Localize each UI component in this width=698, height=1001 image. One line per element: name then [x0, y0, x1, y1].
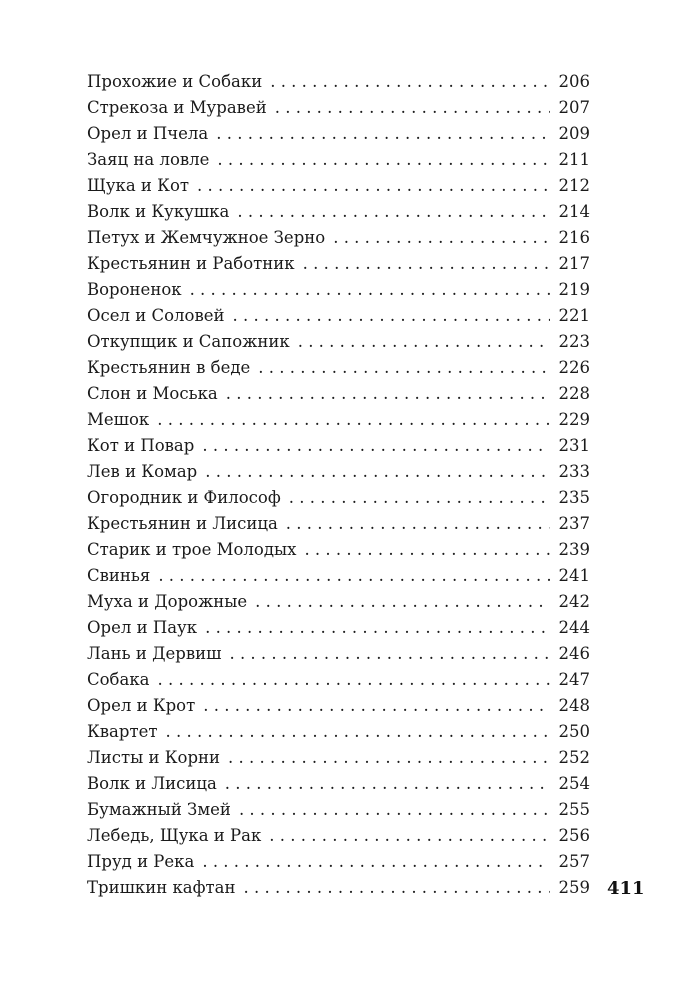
toc-entry	[87, 225, 590, 251]
dot-leader	[298, 329, 550, 355]
toc-entry-title: Откупщик и Сапожник	[87, 332, 290, 351]
dot-leader	[303, 251, 550, 277]
toc-entry	[87, 823, 590, 849]
dot-leader	[205, 459, 550, 485]
toc-entry	[87, 355, 590, 381]
toc-entry-page: 259	[558, 878, 590, 897]
toc-entry	[87, 277, 590, 303]
toc-entry	[87, 875, 590, 901]
toc-entry-page: 244	[558, 618, 590, 637]
dot-leader	[197, 173, 550, 199]
dot-leader	[237, 199, 550, 225]
dot-leader	[270, 69, 550, 95]
toc-entry-page: 235	[558, 488, 590, 507]
toc-entry-page: 239	[558, 540, 590, 559]
toc-entry-title: Волк и Кукушка	[87, 202, 230, 221]
toc-entry-title: Муха и Дорожные	[87, 592, 248, 611]
toc-entry	[87, 433, 590, 459]
toc-entry-title: Лебедь, Щука и Рак	[87, 826, 262, 845]
toc-entry-title: Щука и Кот	[87, 176, 190, 195]
dot-leader	[225, 771, 550, 797]
toc-entry	[87, 407, 590, 433]
toc-entry-page: 209	[558, 124, 590, 143]
toc-entry-page: 223	[558, 332, 590, 351]
toc-entry	[87, 485, 590, 511]
toc-entry	[87, 719, 590, 745]
toc-entry-page: 248	[558, 696, 590, 715]
toc-entry-page: 216	[558, 228, 590, 247]
toc-entry-title: Петух и Жемчужное Зерно	[87, 228, 326, 247]
dot-leader	[217, 147, 550, 173]
toc-entry	[87, 329, 590, 355]
dot-leader	[157, 407, 550, 433]
dot-leader	[304, 537, 550, 563]
dot-leader	[190, 277, 550, 303]
dot-leader	[269, 823, 550, 849]
toc-entry	[87, 459, 590, 485]
toc-entry-page: 257	[558, 852, 590, 871]
dot-leader	[205, 615, 550, 641]
dot-leader	[203, 693, 550, 719]
toc-entry-page: 231	[558, 436, 590, 455]
toc-entry	[87, 849, 590, 875]
toc-entry-page: 206	[558, 72, 590, 91]
toc-entry-page: 247	[558, 670, 590, 689]
toc-entry-page: 226	[558, 358, 590, 377]
page-number: 411	[607, 878, 645, 899]
toc-entry	[87, 199, 590, 225]
table-of-contents	[87, 69, 590, 901]
toc-entry-page: 214	[558, 202, 590, 221]
toc-entry-title: Крестьянин и Работник	[87, 254, 295, 273]
toc-entry-page: 246	[558, 644, 590, 663]
toc-entry-title: Кот и Повар	[87, 436, 195, 455]
toc-entry	[87, 771, 590, 797]
toc-entry-page: 219	[558, 280, 590, 299]
dot-leader	[202, 849, 550, 875]
dot-leader	[228, 745, 550, 771]
toc-entry-title: Волк и Лисица	[87, 774, 217, 793]
toc-entry-page: 221	[558, 306, 590, 325]
toc-entry	[87, 95, 590, 121]
toc-entry-title: Крестьянин в беде	[87, 358, 251, 377]
toc-entry	[87, 563, 590, 589]
toc-entry	[87, 69, 590, 95]
toc-entry-title: Мешок	[87, 410, 150, 429]
dot-leader	[275, 95, 550, 121]
toc-entry	[87, 589, 590, 615]
toc-entry	[87, 511, 590, 537]
toc-entry-title: Стрекоза и Муравей	[87, 98, 267, 117]
toc-entry-title: Квартет	[87, 722, 158, 741]
toc-entry-title: Тришкин кафтан	[87, 878, 236, 897]
dot-leader	[286, 511, 550, 537]
toc-entry-title: Лань и Дервиш	[87, 644, 222, 663]
dot-leader	[258, 355, 550, 381]
dot-leader	[165, 719, 550, 745]
toc-entry-page: 212	[558, 176, 590, 195]
toc-entry-page: 242	[558, 592, 590, 611]
toc-entry-page: 241	[558, 566, 590, 585]
toc-entry-title: Бумажный Змей	[87, 800, 231, 819]
toc-entry	[87, 147, 590, 173]
toc-entry-page: 207	[558, 98, 590, 117]
toc-entry-title: Листы и Корни	[87, 748, 221, 767]
toc-entry-page: 252	[558, 748, 590, 767]
toc-entry-page: 229	[558, 410, 590, 429]
dot-leader	[255, 589, 550, 615]
dot-leader	[333, 225, 550, 251]
toc-entry	[87, 615, 590, 641]
toc-entry	[87, 303, 590, 329]
toc-entry-page: 255	[558, 800, 590, 819]
toc-entry	[87, 797, 590, 823]
toc-entry-title: Огородник и Философ	[87, 488, 281, 507]
toc-entry	[87, 667, 590, 693]
dot-leader	[239, 797, 550, 823]
toc-entry	[87, 745, 590, 771]
toc-entry	[87, 251, 590, 277]
toc-entry-title: Лев и Комар	[87, 462, 198, 481]
dot-leader	[289, 485, 550, 511]
toc-entry-page: 228	[558, 384, 590, 403]
dot-leader	[158, 563, 550, 589]
toc-entry-page: 211	[558, 150, 590, 169]
toc-entry-title: Орел и Крот	[87, 696, 196, 715]
toc-entry	[87, 381, 590, 407]
toc-entry	[87, 537, 590, 563]
toc-entry-title: Прохожие и Собаки	[87, 72, 263, 91]
dot-leader	[157, 667, 550, 693]
dot-leader	[233, 303, 550, 329]
toc-entry	[87, 121, 590, 147]
dot-leader	[216, 121, 550, 147]
toc-entry	[87, 693, 590, 719]
toc-entry-title: Свинья	[87, 566, 151, 585]
toc-entry-page: 250	[558, 722, 590, 741]
toc-entry	[87, 173, 590, 199]
toc-entry-title: Вороненок	[87, 280, 182, 299]
dot-leader	[229, 641, 550, 667]
toc-entry-title: Заяц на ловле	[87, 150, 210, 169]
toc-entry-page: 217	[558, 254, 590, 273]
dot-leader	[226, 381, 550, 407]
toc-entry-title: Крестьянин и Лисица	[87, 514, 278, 533]
toc-entry-title: Осел и Соловей	[87, 306, 225, 325]
toc-entry-page: 233	[558, 462, 590, 481]
toc-entry	[87, 641, 590, 667]
toc-entry-page: 254	[558, 774, 590, 793]
dot-leader	[243, 875, 550, 901]
toc-entry-page: 256	[558, 826, 590, 845]
toc-entry-page: 237	[558, 514, 590, 533]
toc-entry-title: Старик и трое Молодых	[87, 540, 297, 559]
toc-entry-title: Пруд и Река	[87, 852, 195, 871]
toc-entry-title: Орел и Паук	[87, 618, 198, 637]
toc-entry-title: Слон и Моська	[87, 384, 218, 403]
dot-leader	[202, 433, 550, 459]
toc-entry-title: Орел и Пчела	[87, 124, 209, 143]
toc-entry-title: Собака	[87, 670, 150, 689]
